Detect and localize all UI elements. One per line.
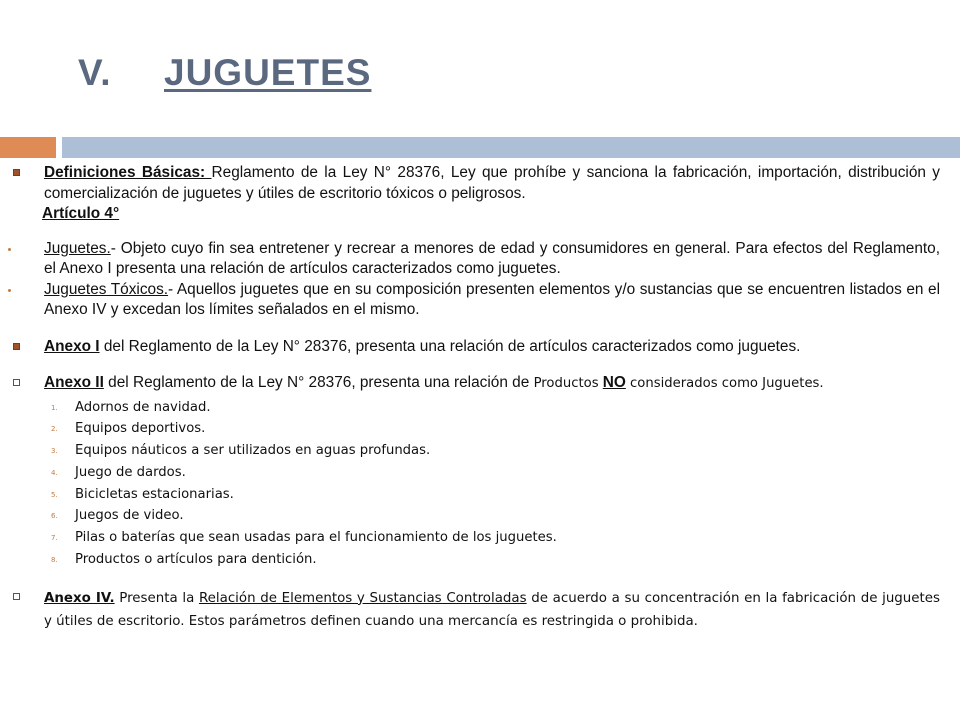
list-item: 8. Productos o artículos para dentición. (51, 552, 317, 568)
list-item: 7. Pilas o baterías que sean usadas para el funcionamiento de los juguetes. (51, 530, 557, 546)
accent-bar-orange (0, 137, 56, 158)
anexo4-link: Relación de Elementos y Sustancias Controladas (198, 590, 527, 606)
square-bullet-icon (13, 343, 20, 350)
articulo-label: Artículo 4° (42, 205, 120, 222)
juguetes-toxicos-label: Juguetes Tóxicos. (44, 280, 169, 298)
list-item: 5. Bicicletas estacionarias. (51, 486, 234, 502)
list-item: 4. Juego de dardos. (51, 464, 186, 480)
section-title: JUGUETES (164, 52, 372, 93)
juguetes-label: Juguetes. (44, 239, 111, 257)
anexo2-considerados: considerados como Juguetes. (625, 376, 824, 391)
anexo2-productos: Productos (533, 376, 603, 391)
juguetes-toxicos-paragraph (44, 280, 940, 321)
slide-title (78, 52, 371, 94)
anexo2-list (51, 397, 940, 571)
articulo-line (42, 204, 940, 225)
slide-content (44, 163, 940, 633)
anexo2-text: del Reglamento de la Ley N° 28376, presenta una relación de (103, 374, 534, 391)
anexo1-text: del Reglamento de la Ley N° 28376, presenta una relación de artículos caracterizados como juguetes. (99, 337, 801, 355)
square-bullet-icon (13, 169, 20, 176)
anexo1-paragraph (44, 337, 940, 358)
anexo4-label: Anexo IV. (44, 590, 115, 606)
list-item: 6. Juegos de video. (51, 508, 184, 524)
anexo2-paragraph (44, 373, 940, 395)
juguetes-toxicos-text: - Aquellos juguetes que en su composición presenten elementos y/o sustancias que se encuentren listados en el Anexo IV y excedan los límites señalados en el mismo. (44, 280, 940, 318)
definiciones-text: Reglamento de la Ley N° 28376, Ley que prohíbe y sanciona la fabricación, importación, distribución y comercialización de juguetes y útiles de escritorio tóxicos o peligrosos. (44, 164, 940, 202)
accent-bar-blue (62, 137, 960, 158)
juguetes-paragraph (44, 239, 940, 280)
anexo4-text: Presenta la (114, 590, 199, 606)
anexo2-label: Anexo II (44, 374, 104, 391)
square-bullet-icon (13, 379, 20, 386)
square-bullet-icon (13, 593, 20, 600)
anexo2-no: NO (602, 374, 626, 391)
anexo4-text2: de acuerdo a su concentración en la fabricación de juguetes y útiles de escritorio. Estos parámetros definen cuando una mercancía es restringida o prohibida. (44, 590, 940, 629)
definiciones-label: Definiciones Básicas: (44, 164, 212, 181)
anexo1-label: Anexo I (44, 337, 100, 355)
list-item: 1. Adornos de navidad. (51, 399, 211, 415)
list-item: 3. Equipos náuticos a ser utilizados en aguas profundas. (51, 443, 431, 459)
definiciones-paragraph (44, 163, 940, 204)
dot-bullet-icon (8, 289, 11, 292)
dot-bullet-icon (8, 248, 11, 251)
juguetes-text: - Objeto cuyo fin sea entretener y recrear a menores de edad y consumidores en general. Para efectos del Reglamento, el Anexo I presenta una relación de artículos caracterizados como juguetes. (44, 239, 940, 277)
anexo4-paragraph (44, 587, 940, 633)
section-number: V. (78, 52, 112, 93)
list-item: 2. Equipos deportivos. (51, 421, 206, 437)
